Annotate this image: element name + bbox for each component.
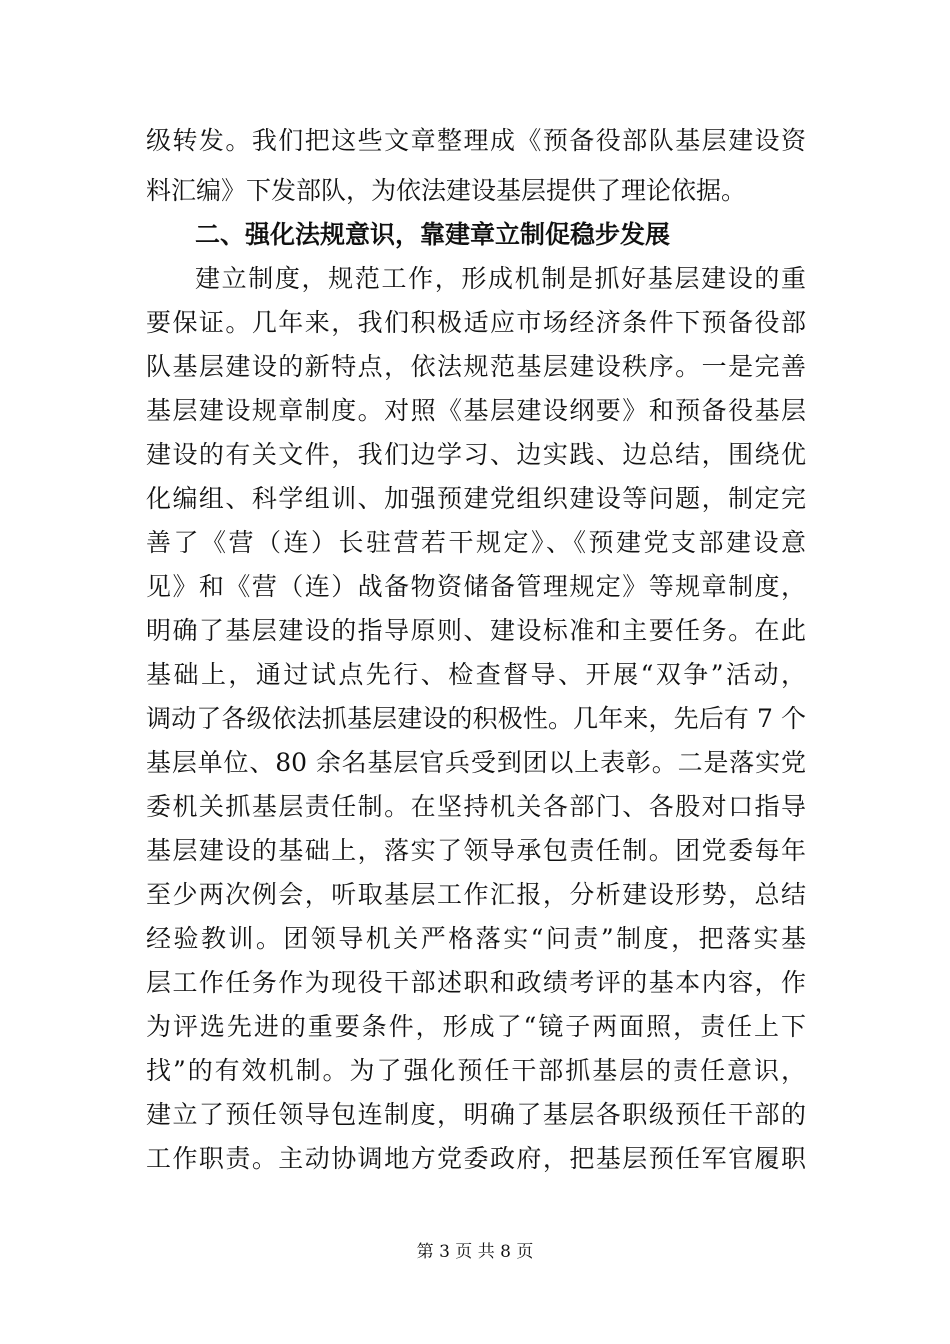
text-line: 调动了各级依法抓基层建设的积极性。几年来，先后有 7 个 bbox=[146, 704, 806, 733]
text-line: 层工作任务作为现役干部述职和政绩考评的基本内容，作 bbox=[146, 968, 806, 997]
text-line: 善了《营（连）长驻营若干规定》、《预建党支部建设意 bbox=[146, 528, 806, 557]
text-line: 基层单位、80 余名基层官兵受到团以上表彰。二是落实党 bbox=[146, 748, 806, 777]
text-line: 见》和《营（连）战备物资储备管理规定》等规章制度， bbox=[146, 572, 806, 601]
text-line: 队基层建设的新特点，依法规范基层建设秩序。一是完善 bbox=[146, 352, 806, 381]
text-line: 基础上，通过试点先行、检查督导、开展“双争”活动， bbox=[146, 660, 806, 689]
text-line: 委机关抓基层责任制。在坚持机关各部门、各股对口指导 bbox=[146, 792, 806, 821]
text-line: 至少两次例会，听取基层工作汇报，分析建设形势，总结 bbox=[146, 880, 806, 909]
text-line: 找”的有效机制。为了强化预任干部抓基层的责任意识， bbox=[146, 1056, 806, 1085]
text-line: 化编组、科学组训、加强预建党组织建设等问题，制定完 bbox=[146, 484, 806, 513]
text-line: 要保证。几年来，我们积极适应市场经济条件下预备役部 bbox=[146, 308, 806, 337]
text-line: 建立制度，规范工作，形成机制是抓好基层建设的重 bbox=[195, 264, 806, 293]
text-line: 明确了基层建设的指导原则、建设标准和主要任务。在此 bbox=[146, 616, 806, 645]
text-line: 为评选先进的重要条件，形成了“镜子两面照，责任上下 bbox=[146, 1012, 806, 1041]
text-line: 级转发。我们把这些文章整理成《预备役部队基层建设资 bbox=[146, 126, 806, 155]
section-heading: 二、强化法规意识，靠建章立制促稳步发展 bbox=[195, 220, 671, 249]
text-line: 建立了预任领导包连制度，明确了基层各职级预任干部的 bbox=[146, 1100, 806, 1129]
text-line: 经验教训。团领导机关严格落实“问责”制度，把落实基 bbox=[146, 924, 806, 953]
page-number-footer: 第 3 页 共 8 页 bbox=[416, 1242, 534, 1262]
text-line: 料汇编》下发部队，为依法建设基层提供了理论依据。 bbox=[146, 176, 747, 205]
text-line: 基层建设规章制度。对照《基层建设纲要》和预备役基层 bbox=[146, 396, 806, 425]
text-line: 基层建设的基础上，落实了领导承包责任制。团党委每年 bbox=[146, 836, 806, 865]
text-line: 建设的有关文件，我们边学习、边实践、边总结，围绕优 bbox=[146, 440, 806, 469]
text-line: 工作职责。主动协调地方党委政府，把基层预任军官履职 bbox=[146, 1144, 806, 1173]
